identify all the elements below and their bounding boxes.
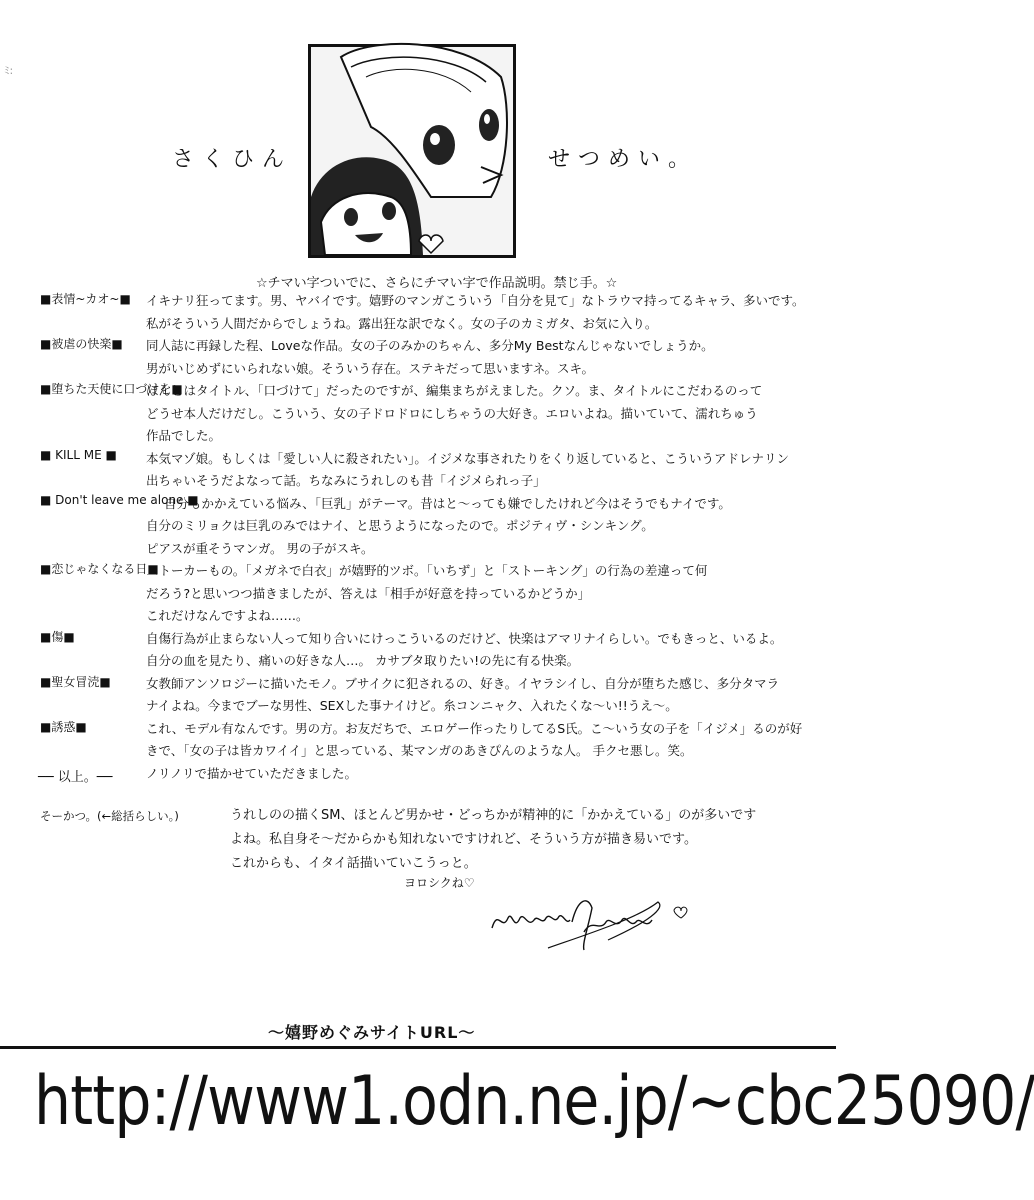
entry-text: ストーカーもの。「メガネで白衣」が嬉野的ツボ。「いちず」と「ストーキング」の行為の差違って何 — [146, 563, 708, 578]
entry-text: 私がそういう人間だからでしょうね。露出狂な訳でなく。女の子のカミガタ、お気に入り。 — [146, 315, 658, 331]
entry-text: 出ちゃいそうだよなって話。ちなみにうれしのも昔「イジメられっ子」 — [146, 473, 546, 488]
summary-line: よね。私自身そ～だからかも知れないですけれど、そういう方が描き易いです。 — [230, 832, 697, 847]
margin-mark: ﾐ: — [4, 64, 14, 77]
entry-label: ■堕ちた天使に口づけを■ — [40, 382, 183, 396]
end-marker: ── 以上。── — [38, 770, 113, 785]
signature-drawing — [488, 888, 688, 958]
summary-line: これからも、イタイ話描いていこうっと。 — [230, 856, 477, 871]
work-descriptions — [40, 290, 820, 785]
entry-text: ノリノリで描かせていただきました。 — [146, 765, 358, 781]
entry-text: 自分のミリョクは巨乳のみではナイ、と思うようになったので。ポジティヴ・シンキング。 — [146, 518, 654, 533]
entry-text: 自傷行為が止まらない人って知り合いにけっこういるのだけど、快楽はアマリナイらしい。でもきっと、いるよ。 — [146, 630, 783, 646]
entry-text: ほんとはタイトル、「口づけて」だったのですが、編集まちがえました。クソ。ま、タイトルにこだわるのって — [146, 383, 763, 398]
entry-label: ■被虐の快楽■ — [40, 337, 123, 351]
entry-text: 自分の血を見たり、痛いの好きな人…。 カサブタ取りたい!の先に有る快楽。 — [146, 653, 580, 668]
entry-text: 作品でした。 — [146, 428, 222, 443]
entry-text: だろう?と思いつつ描きましたが、答えは「相手が好意を持っているかどうか」 — [146, 585, 591, 601]
entry-yuuwaku — [40, 718, 820, 786]
entry-higyaku — [40, 335, 820, 380]
summary-line: うれしのの描くSM、ほとんど男かせ・どっちかが精神的に「かかえている」のが多いです — [230, 808, 757, 823]
illustration-drawing — [311, 47, 513, 255]
entry-text: 本気マゾ娘。もしくは「愛しい人に殺されたい」。イジメな事されたりをくり返していると、こういうアドレナリン — [146, 450, 790, 466]
entry-text: ピアスが重そうマンガ。 男の子がスキ。 — [146, 540, 374, 556]
entry-text: 自分もかかえている悩み、「巨乳」がテーマ。昔はと～っても嫌でしたけれど今はそうでもナイです。 — [164, 495, 731, 511]
entry-kill-me — [40, 448, 820, 493]
entry-label: ■誘惑■ — [40, 719, 87, 734]
entry-dont-leave-me-alone — [40, 493, 820, 561]
intro-text: ☆チマい字ついでに、さらにチマい字で作品説明。禁じ手。☆ — [256, 276, 618, 291]
entry-label: ■ Don't leave me alone ■ — [40, 492, 199, 507]
divider — [0, 1046, 836, 1049]
entry-hyoujou — [40, 290, 820, 335]
entry-text: イキナリ狂ってます。男、ヤバイです。嬉野のマンガこういう「自分を見て」なトラウマ持ってるキャラ、多いです。 — [146, 293, 805, 308]
author-signature — [488, 888, 688, 958]
entry-seijo-boutoku — [40, 673, 820, 718]
manga-illustration — [308, 44, 516, 258]
summary-text — [230, 804, 756, 876]
page-title-left: さくひん — [172, 147, 293, 172]
entry-label: ■恋じゃなくなる日■ — [40, 562, 159, 576]
regards-text: ヨロシクね♡ — [404, 876, 475, 890]
entry-text: 男がいじめずにいられない娘。そういう存在。ステキだって思いますネ。スキ。 — [146, 360, 595, 376]
entry-label: ■聖女冒涜■ — [40, 674, 111, 689]
entry-ochita-tenshi — [40, 380, 820, 448]
page-title-right: せつめい。 — [548, 147, 699, 172]
entry-text: きで、「女の子は皆カワイイ」と思っている、某マンガのあきぴんのような人。 手クセ悪し。笑。 — [146, 743, 693, 758]
entry-label: ■表情~カオ~■ — [40, 292, 131, 306]
entry-text: これだけなんですよね……。 — [146, 608, 309, 623]
entry-text: ナイよね。今までブーな男性、SEXした事ナイけど。糸コンニャク、入れたくな～い!!うえ～。 — [146, 698, 678, 713]
entry-label: ■ KILL ME ■ — [40, 447, 117, 462]
site-url-label: ～嬉野めぐみサイトURL～ — [268, 1023, 476, 1042]
entry-text: 女教師アンソロジーに描いたモノ。ブサイクに犯されるの、好き。イヤラシイし、自分が堕ちた感じ、多分タマラ — [146, 675, 780, 691]
entry-label: ■傷■ — [40, 629, 75, 644]
summary-label: そーかつ。(←総括らしい。) — [40, 809, 179, 823]
site-url: http://www1.odn.ne.jp/~cbc25090/ — [34, 1062, 1034, 1141]
entry-text: どうせ本人だけだし。こういう、女の子ドロドロにしちゃうの大好き。エロいよね。描いていて、濡れちゅう — [146, 405, 758, 421]
entry-text: 同人誌に再録した程、Loveな作品。女の子のみかのちゃん、多分My Bestなんじゃないでしょうか。 — [146, 338, 714, 353]
entry-text: これ、モデル有なんです。男の方。お友だちで、エロゲー作ったりしてるS氏。こ～いう女の子を「イジメ」るのが好 — [146, 720, 803, 736]
entry-koi-janaku-naru-hi — [40, 560, 820, 628]
entry-kizu — [40, 628, 820, 673]
